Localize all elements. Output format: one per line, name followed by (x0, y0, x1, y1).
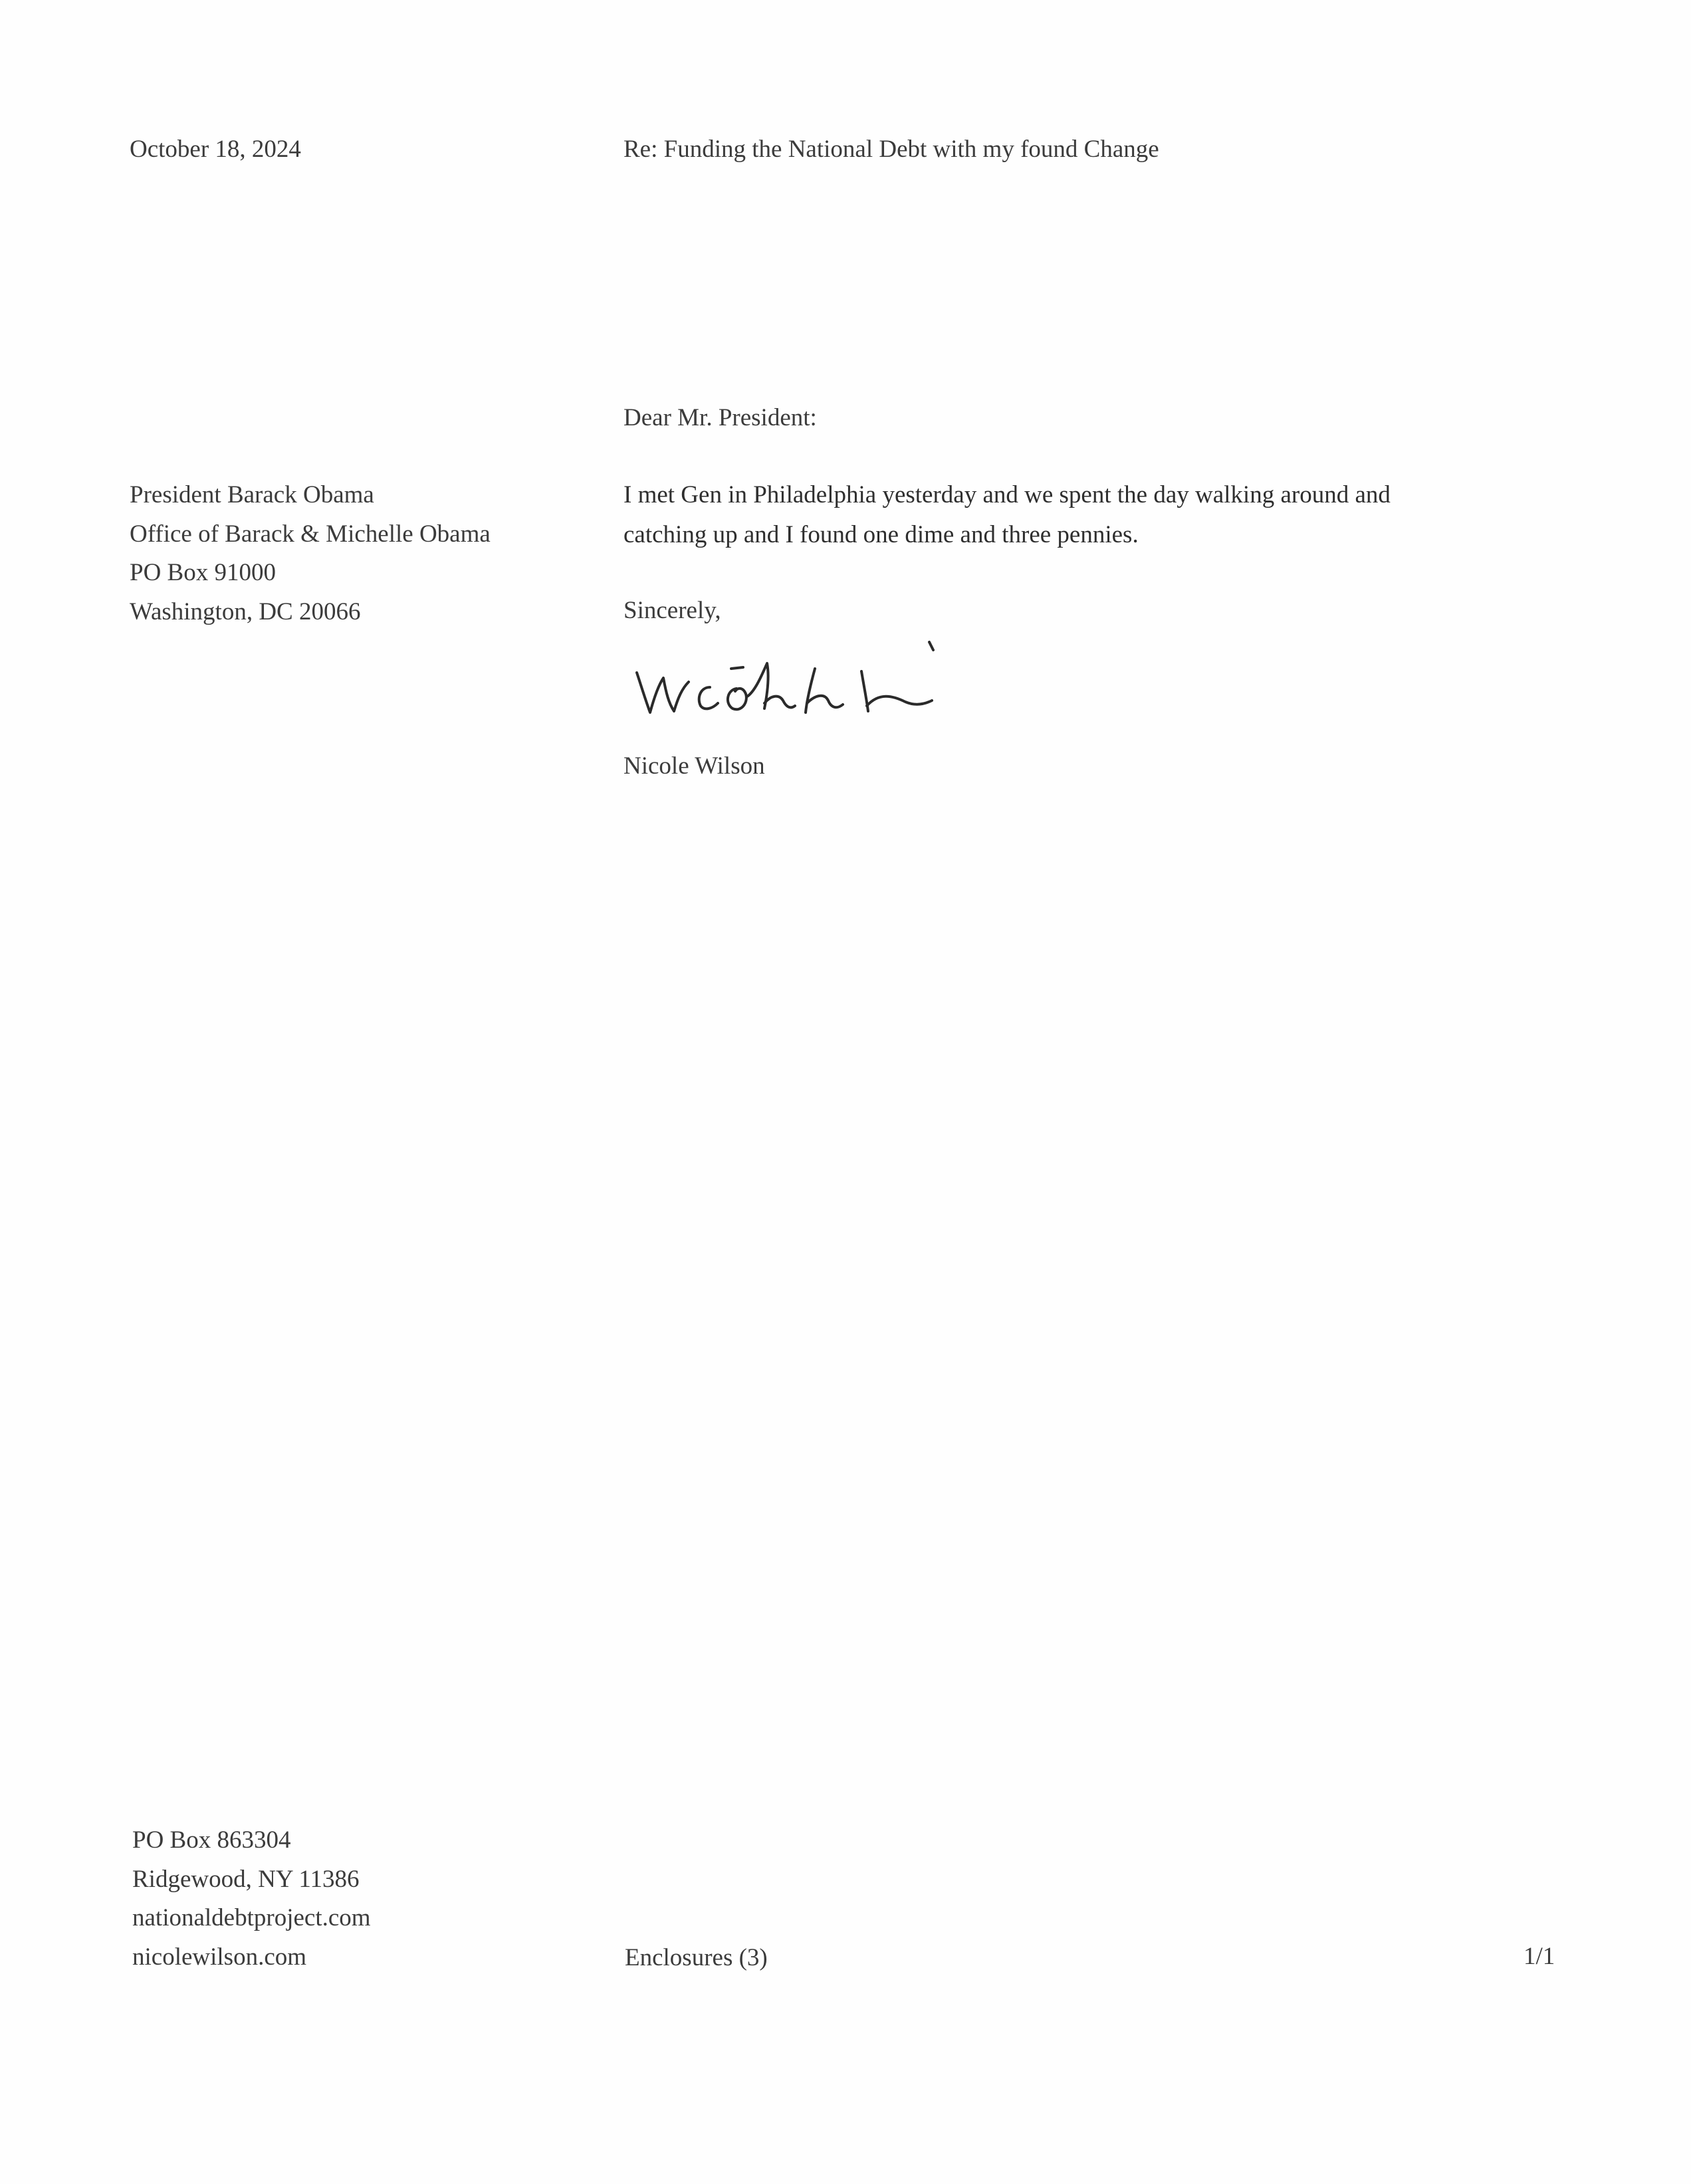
signer-name: Nicole Wilson (623, 752, 765, 780)
recipient-line: President Barack Obama (130, 481, 374, 508)
sender-line: Ridgewood, NY 11386 (132, 1865, 360, 1893)
recipient-line: Washington, DC 20066 (130, 598, 361, 625)
enclosures-note: Enclosures (3) (625, 1944, 768, 1971)
letter-subject: Re: Funding the National Debt with my found Change (623, 136, 1159, 163)
page-number: 1/1 (1523, 1943, 1555, 1970)
letter-date: October 18, 2024 (130, 136, 301, 163)
body-line: catching up and I found one dime and three pennies. (623, 521, 1139, 548)
letter-body (623, 475, 1567, 555)
sender-website-link[interactable]: nationaldebtproject.com (132, 1904, 371, 1931)
salutation: Dear Mr. President: (623, 404, 817, 431)
recipient-address (130, 476, 491, 631)
recipient-line: Office of Barack & Michelle Obama (130, 520, 491, 548)
sender-website-link[interactable]: nicolewilson.com (132, 1943, 307, 1971)
handwritten-signature-icon (631, 631, 970, 731)
closing: Sincerely, (623, 597, 721, 624)
sender-address (132, 1821, 371, 1977)
recipient-line: PO Box 91000 (130, 559, 276, 586)
body-line: I met Gen in Philadelphia yesterday and we spent the day walking around and (623, 481, 1391, 508)
sender-line: PO Box 863304 (132, 1826, 291, 1854)
